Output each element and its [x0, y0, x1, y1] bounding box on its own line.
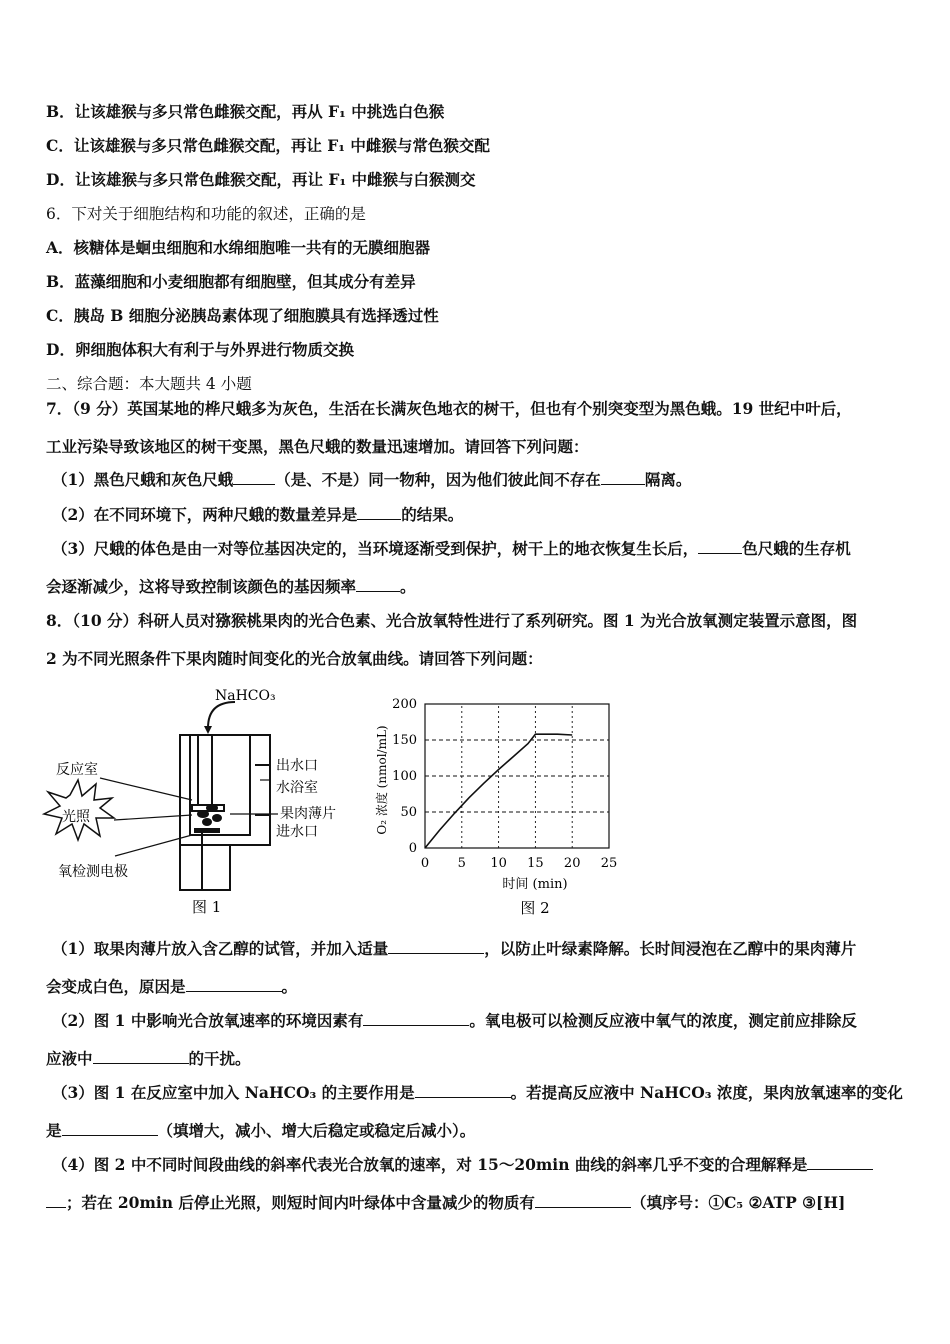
answer-blank[interactable]	[363, 1010, 469, 1026]
answer-blank[interactable]	[698, 538, 742, 554]
q8-part2: （2）图 1 中影响光合放氧速率的环境因素有 。氧电极可以检测反应液中氧气的浓度，测定前应排除反	[52, 1011, 857, 1030]
answer-blank[interactable]	[186, 976, 282, 992]
fruit-slice	[202, 818, 212, 826]
q8-part4-cont: ；若在 20min 后停止光照，则短时间内叶绿体中含量减少的物质有 （填序号：①C₅ ②ATP ③[H]	[46, 1192, 916, 1214]
answer-blank[interactable]	[415, 1082, 511, 1098]
q5-option-c: C．让该雄猴与多只常色雌猴交配，再让 F₁ 中雌猴与常色猴交配	[46, 136, 490, 155]
q8-stem-line1: 8．（10 分）科研人员对猕猴桃果肉的光合色素、光合放氧特性进行了系列研究。图 1 为光合放氧测定装置示意图，图	[46, 611, 858, 630]
x-tick-label: 5	[457, 856, 466, 871]
q6-option-b: B．蓝藻细胞和小麦细胞都有细胞壁，但其成分有差异	[46, 272, 416, 291]
stir-bar	[194, 828, 220, 833]
figure-2-caption: 图 2	[520, 899, 550, 917]
nahco3-arrow	[208, 702, 235, 728]
chart-ticks	[392, 697, 617, 871]
water-bath-outline	[180, 735, 270, 845]
x-tick-label: 10	[490, 856, 507, 871]
q6-option-d: D．卵细胞体积大有利于与外界进行物质交换	[46, 340, 354, 359]
x-tick-label: 25	[600, 856, 618, 871]
answer-blank[interactable]	[535, 1192, 631, 1208]
answer-blank[interactable]	[807, 1154, 873, 1170]
q8-part3: （3）图 1 在反应室中加入 NaHCO₃ 的主要作用是 。若提高反应液中 NaHCO₃ 浓度，果肉放氧速率的变化	[52, 1083, 903, 1102]
answer-blank[interactable]	[93, 1048, 189, 1064]
q8-stem-line2: 2 为不同光照条件下果肉随时间变化的光合放氧曲线。请回答下列问题：	[46, 649, 543, 668]
label-fruit-slice: 果肉薄片	[280, 806, 336, 822]
q8-part3-cont: 是 （填增大，减小、增大后稳定或稳定后减小）。	[46, 1121, 476, 1140]
answer-blank[interactable]	[601, 469, 645, 485]
fruit-slice	[212, 814, 222, 822]
answer-blank[interactable]	[233, 469, 275, 485]
y-tick-label: 100	[392, 769, 417, 784]
q8-part1: （1）取果肉薄片放入含乙醇的试管，并加入适量 ，以防止叶绿素降解。长时间浸泡在乙醇中的果肉薄片	[52, 939, 857, 958]
y-tick-label: 0	[408, 841, 417, 856]
q6-option-a: A．核糖体是蛔虫细胞和水绵细胞唯一共有的无膜细胞器	[46, 238, 431, 257]
label-reaction-chamber: 反应室	[56, 762, 98, 778]
x-tick-label: 15	[527, 856, 544, 871]
q7-stem-line2: 工业污染导致该地区的树干变黑，黑色尺蛾的数量迅速增加。请回答下列问题：	[46, 437, 589, 456]
figure-1-apparatus	[40, 680, 360, 920]
q8-part1-cont: 会变成白色，原因是 。	[46, 977, 298, 996]
answer-blank[interactable]	[388, 938, 484, 954]
q7-stem-line1: 7．（9 分）英国某地的桦尺蛾多为灰色，生活在长满灰色地衣的树干，但也有个别突变型为黑色蛾。19 世纪中叶后，	[46, 399, 852, 418]
q8-part4: （4）图 2 中不同时间段曲线的斜率代表光合放氧的速率，对 15～20min 曲线的斜率几乎不变的合理解释是	[52, 1154, 912, 1176]
q7-part1: （1）黑色尺蛾和灰色尺蛾 （是、不是）同一物种，因为他们彼此间不存在 隔离。	[52, 470, 692, 489]
q8-part2-cont: 应液中 的干扰。	[46, 1049, 251, 1068]
nahco3-arrowhead	[204, 726, 212, 734]
figure-1-caption: 图 1	[192, 898, 222, 916]
chart-ylabel: O₂ 浓度 (nmol/mL)	[375, 725, 389, 835]
q7-part3: （3）尺蛾的体色是由一对等位基因决定的，当环境逐渐受到保护，树干上的地衣恢复生长后， 色尺蛾的生存机	[52, 539, 851, 558]
section-2-heading: 二、综合题：本大题共 4 小题	[46, 375, 252, 393]
q7-part2: （2）在不同环境下，两种尺蛾的数量差异是 的结果。	[52, 505, 464, 524]
q6-stem: 6．下对关于细胞结构和功能的叙述，正确的是	[46, 205, 366, 223]
answer-blank[interactable]	[62, 1120, 158, 1136]
figure-2-chart	[370, 690, 680, 920]
pointer-reaction	[100, 778, 192, 800]
q6-option-c: C．胰岛 B 细胞分泌胰岛素体现了细胞膜具有选择透过性	[46, 306, 439, 325]
answer-blank[interactable]	[46, 1192, 66, 1208]
label-nahco3: NaHCO₃	[215, 688, 276, 704]
fruit-slice	[197, 810, 209, 818]
answer-blank[interactable]	[356, 576, 400, 592]
fruit-slice	[206, 804, 218, 812]
label-light: 光照	[62, 809, 90, 825]
q5-option-d: D．让该雄猴与多只常色雌猴交配，再让 F₁ 中雌猴与白猴测交	[46, 170, 476, 189]
label-electrode: 氧检测电极	[58, 864, 128, 880]
label-outlet: 出水口	[276, 758, 318, 774]
q7-part3-cont: 会逐渐减少，这将导致控制该颜色的基因频率 。	[46, 577, 416, 596]
label-water-bath: 水浴室	[276, 780, 318, 796]
y-tick-label: 50	[400, 805, 417, 820]
label-inlet: 进水口	[276, 824, 318, 840]
answer-blank[interactable]	[357, 504, 401, 520]
y-tick-label: 150	[392, 733, 417, 748]
electrode-base	[180, 845, 230, 890]
x-tick-label: 20	[563, 856, 581, 871]
chart-grid	[425, 704, 609, 848]
y-tick-label: 200	[392, 697, 417, 712]
x-tick-label: 0	[420, 856, 430, 871]
q5-option-b: B．让该雄猴与多只常色雌猴交配，再从 F₁ 中挑选白色猴	[46, 102, 445, 121]
chart-xlabel: 时间 (min)	[502, 877, 568, 892]
